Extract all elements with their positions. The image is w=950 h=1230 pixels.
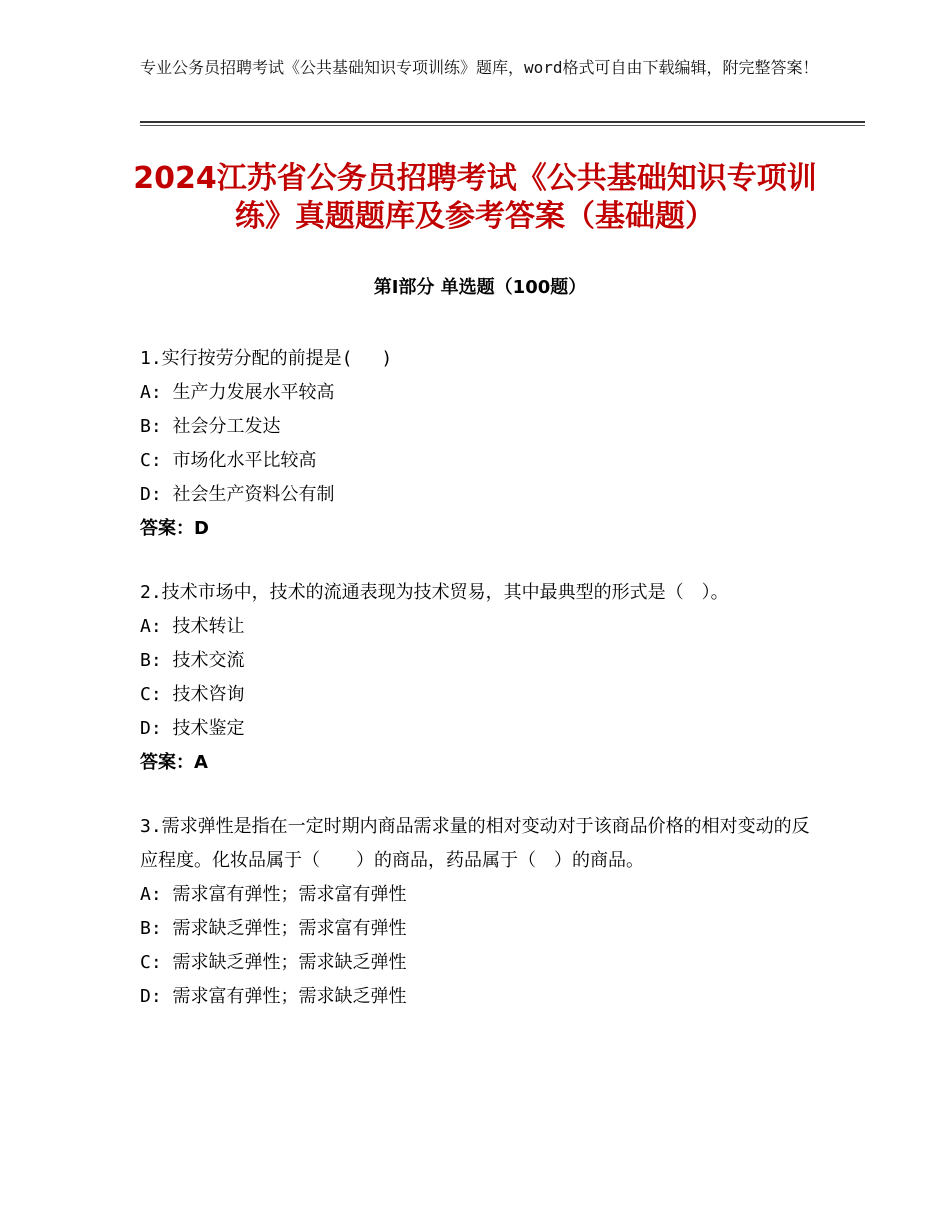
header-note: 专业公务员招聘考试《公共基础知识专项训练》题库，word格式可自由下载编辑，附完整答案！ xyxy=(140,58,819,77)
question-list xyxy=(140,342,810,1044)
answer-line: 答案：A xyxy=(140,752,208,773)
option-list xyxy=(140,878,810,1014)
question-3 xyxy=(140,810,810,1014)
option-list xyxy=(140,376,810,512)
header-divider-thick xyxy=(140,121,865,123)
header-divider-thin xyxy=(140,125,865,126)
question-stem: 1.实行按劳分配的前提是( ) xyxy=(140,348,393,369)
question-2 xyxy=(140,576,810,780)
option-c: C: 技术咨询 xyxy=(140,684,245,705)
option-a: A: 技术转让 xyxy=(140,616,245,637)
option-a: A: 需求富有弹性；需求富有弹性 xyxy=(140,884,407,905)
option-c: C: 需求缺乏弹性；需求缺乏弹性 xyxy=(140,952,407,973)
option-d: D: 需求富有弹性；需求缺乏弹性 xyxy=(140,986,407,1007)
option-b: B: 技术交流 xyxy=(140,650,245,671)
option-a: A: 生产力发展水平较高 xyxy=(140,382,335,403)
option-b: B: 需求缺乏弹性；需求富有弹性 xyxy=(140,918,407,939)
option-d: D: 社会生产资料公有制 xyxy=(140,484,335,505)
question-1 xyxy=(140,342,810,546)
question-stem: 2.技术市场中，技术的流通表现为技术贸易，其中最典型的形式是（ ）。 xyxy=(140,582,729,603)
option-d: D: 技术鉴定 xyxy=(140,718,245,739)
section-title: 第Ⅰ部分 单选题（100题） xyxy=(373,277,587,298)
question-stem: 3.需求弹性是指在一定时期内商品需求量的相对变动对于该商品价格的相对变动的反应程度。化妆品属于（ ）的商品，药品属于（ ）的商品。 xyxy=(140,816,810,871)
option-b: B: 社会分工发达 xyxy=(140,416,281,437)
option-c: C: 市场化水平比较高 xyxy=(140,450,317,471)
answer-line: 答案：D xyxy=(140,518,209,539)
document-title: 2024江苏省公务员招聘考试《公共基础知识专项训练》真题题库及参考答案（基础题） xyxy=(133,161,817,234)
option-list xyxy=(140,610,810,746)
